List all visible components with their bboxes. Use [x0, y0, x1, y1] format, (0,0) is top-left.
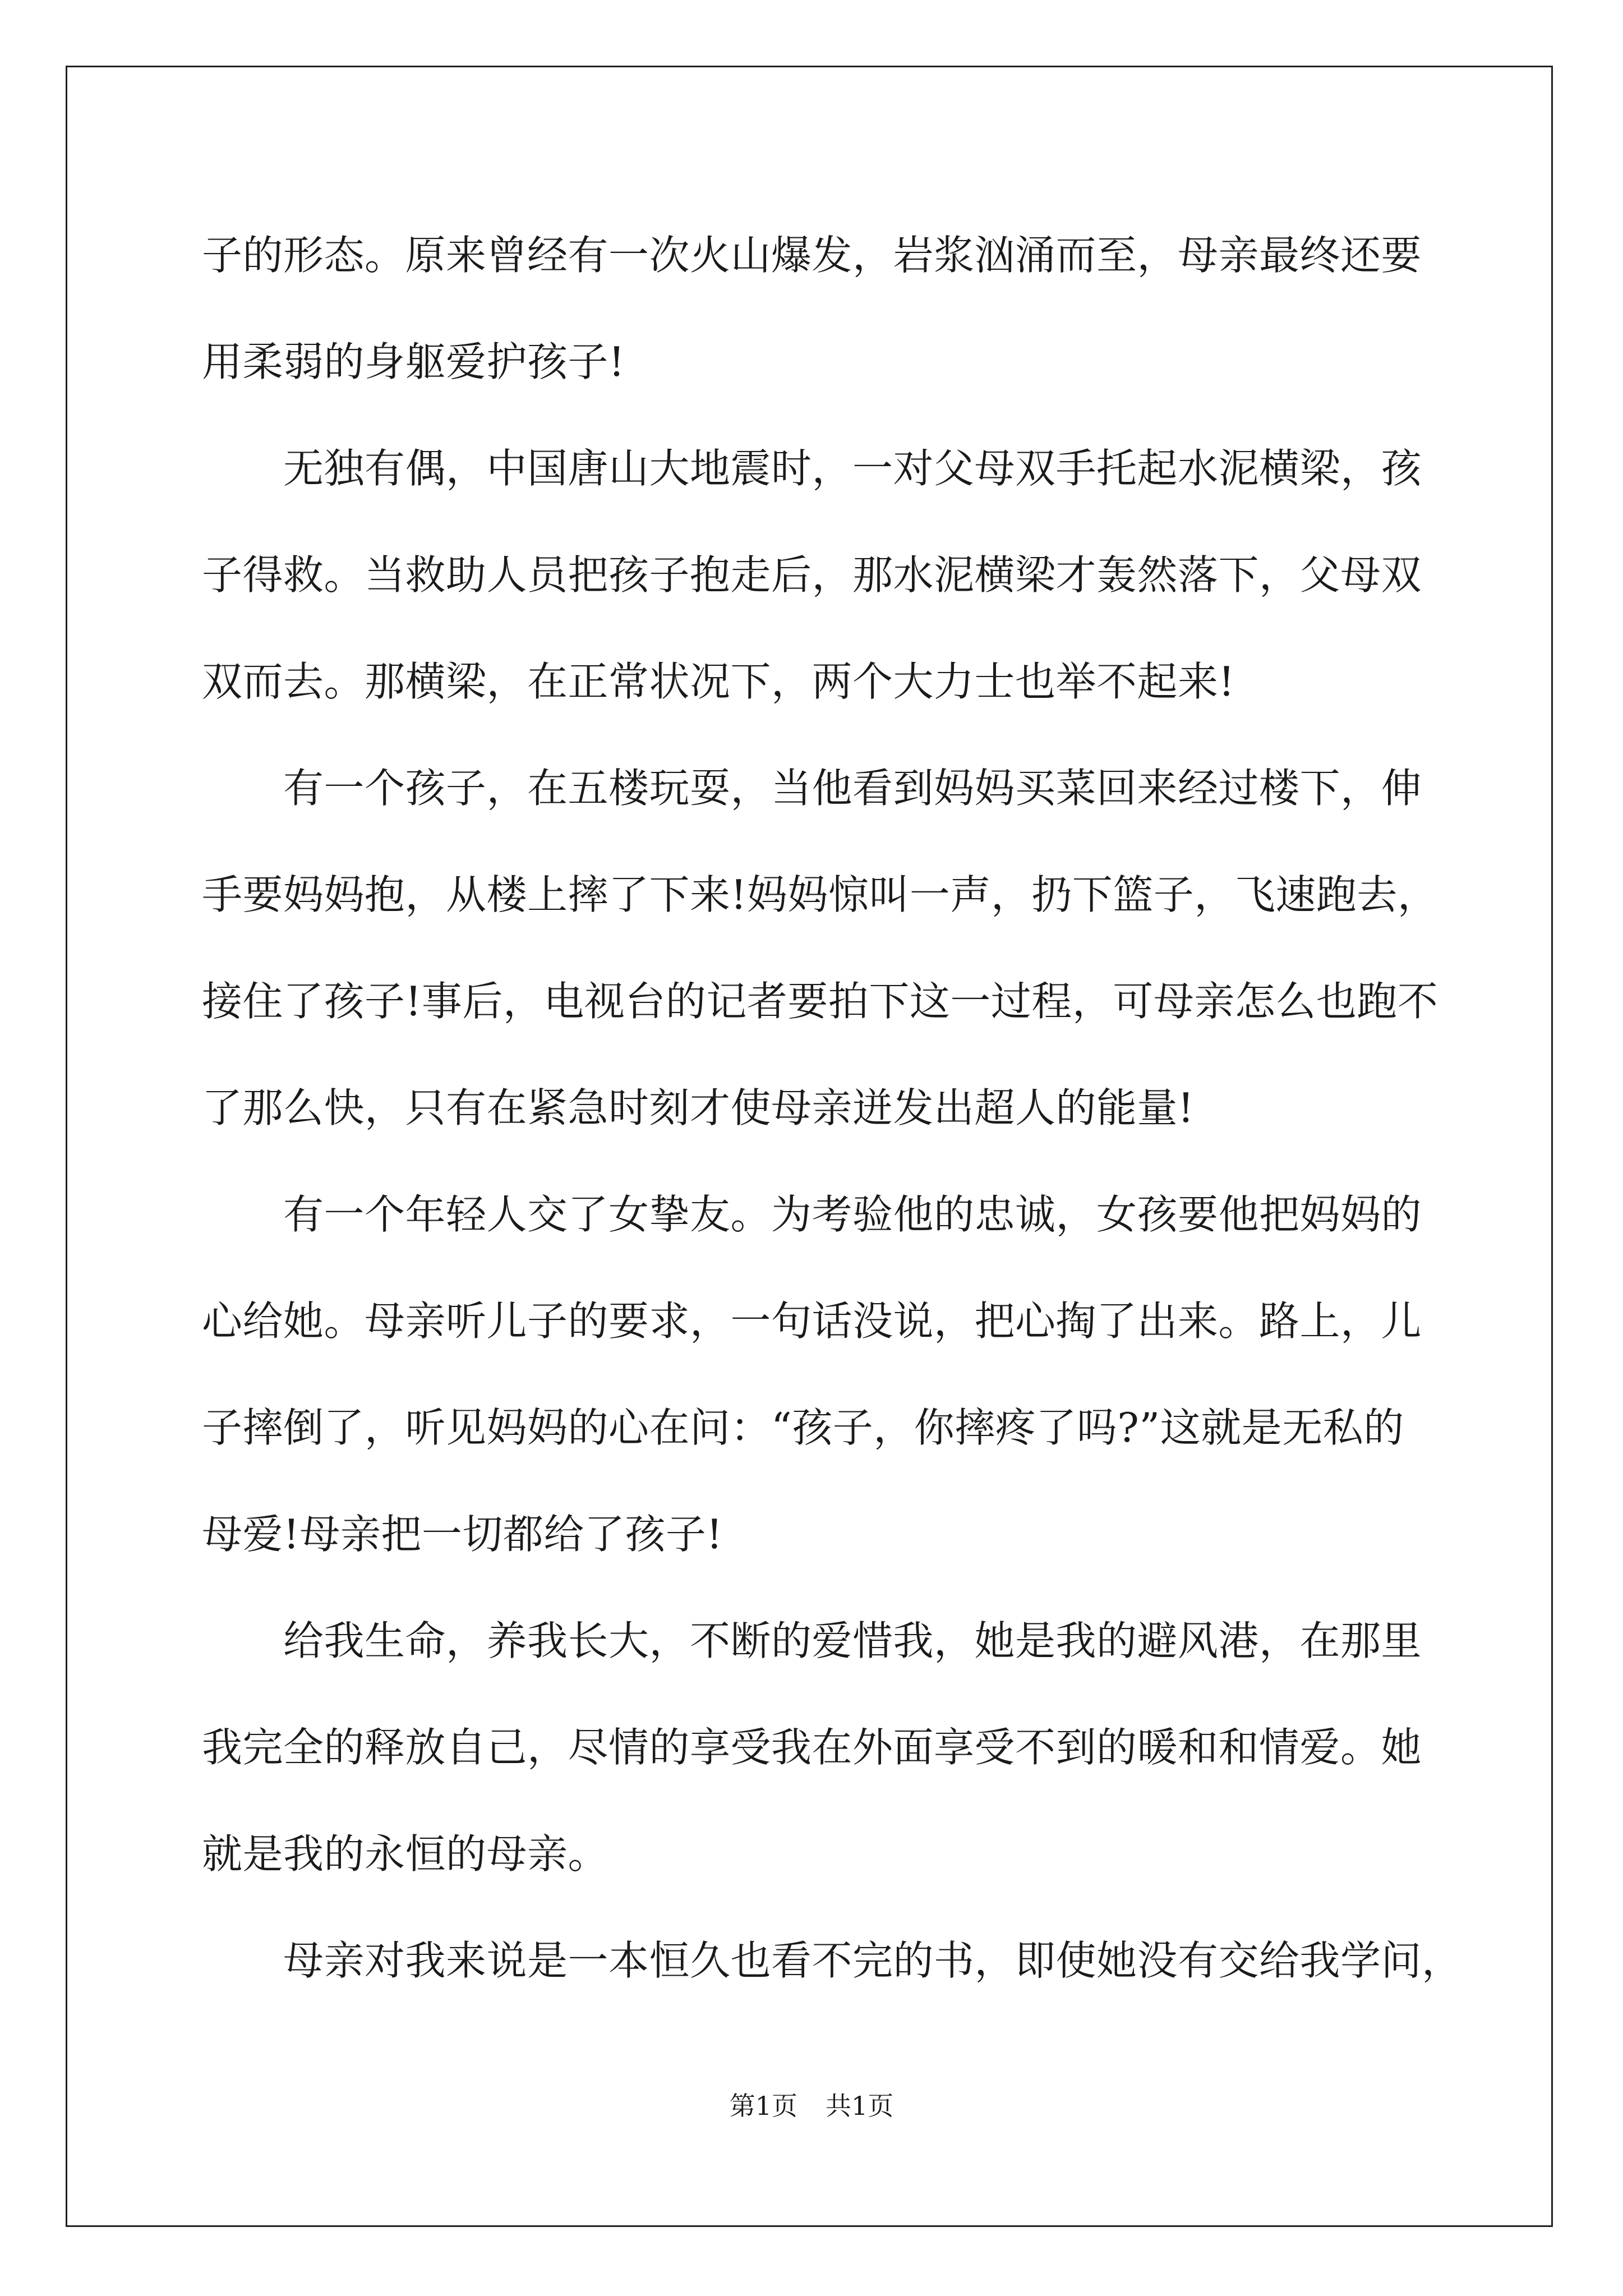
text-line: 有一个孩子，在五楼玩耍，当他看到妈妈买菜回来经过楼下，伸	[283, 765, 1422, 812]
page-number: 第1页	[729, 2091, 797, 2121]
text-line: 就是我的永恒的母亲。	[202, 1830, 609, 1878]
text-line: 用柔弱的身躯爱护孩子!	[202, 338, 625, 385]
text-line: 我完全的释放自己，尽情的享受我在外面享受不到的暖和和情爱。她	[202, 1724, 1422, 1771]
page-footer	[0, 2086, 1623, 2123]
text-line: 有一个年轻人交了女挚友。为考验他的忠诚，女孩要他把妈妈的	[283, 1191, 1422, 1238]
text-line: 双而去。那横梁，在正常状况下，两个大力士也举不起来!	[202, 658, 1235, 705]
text-line: 了那么快，只有在紧急时刻才使母亲迸发出超人的能量!	[202, 1084, 1195, 1131]
text-line: 手要妈妈抱，从楼上摔了下来!妈妈惊叫一声，扔下篮子，飞速跑去，	[202, 871, 1438, 918]
document-body	[202, 202, 1463, 2014]
text-line: 子得救。当救助人员把孩子抱走后，那水泥横梁才轰然落下，父母双	[202, 551, 1422, 599]
text-line: 子的形态。原来曾经有一次火山爆发，岩浆汹涌而至，母亲最终还要	[202, 232, 1422, 279]
text-line: 无独有偶，中国唐山大地震时，一对父母双手托起水泥横梁，孩	[283, 445, 1422, 492]
text-line: 母亲对我来说是一本恒久也看不完的书，即使她没有交给我学问，	[283, 1937, 1463, 1984]
text-line: 心给她。母亲听儿子的要求，一句话没说，把心掏了出来。路上，儿	[202, 1297, 1422, 1345]
text-line: 母爱!母亲把一切都给了孩子!	[202, 1511, 723, 1558]
text-line: 子摔倒了，听见妈妈的心在问：“孩子，你摔疼了吗?”这就是无私的	[202, 1404, 1404, 1451]
page-total: 共1页	[826, 2091, 894, 2121]
text-line: 接住了孩子!事后，电视台的记者要拍下这一过程，可母亲怎么也跑不	[202, 978, 1438, 1025]
text-line: 给我生命，养我长大，不断的爱惜我，她是我的避风港，在那里	[283, 1617, 1422, 1664]
